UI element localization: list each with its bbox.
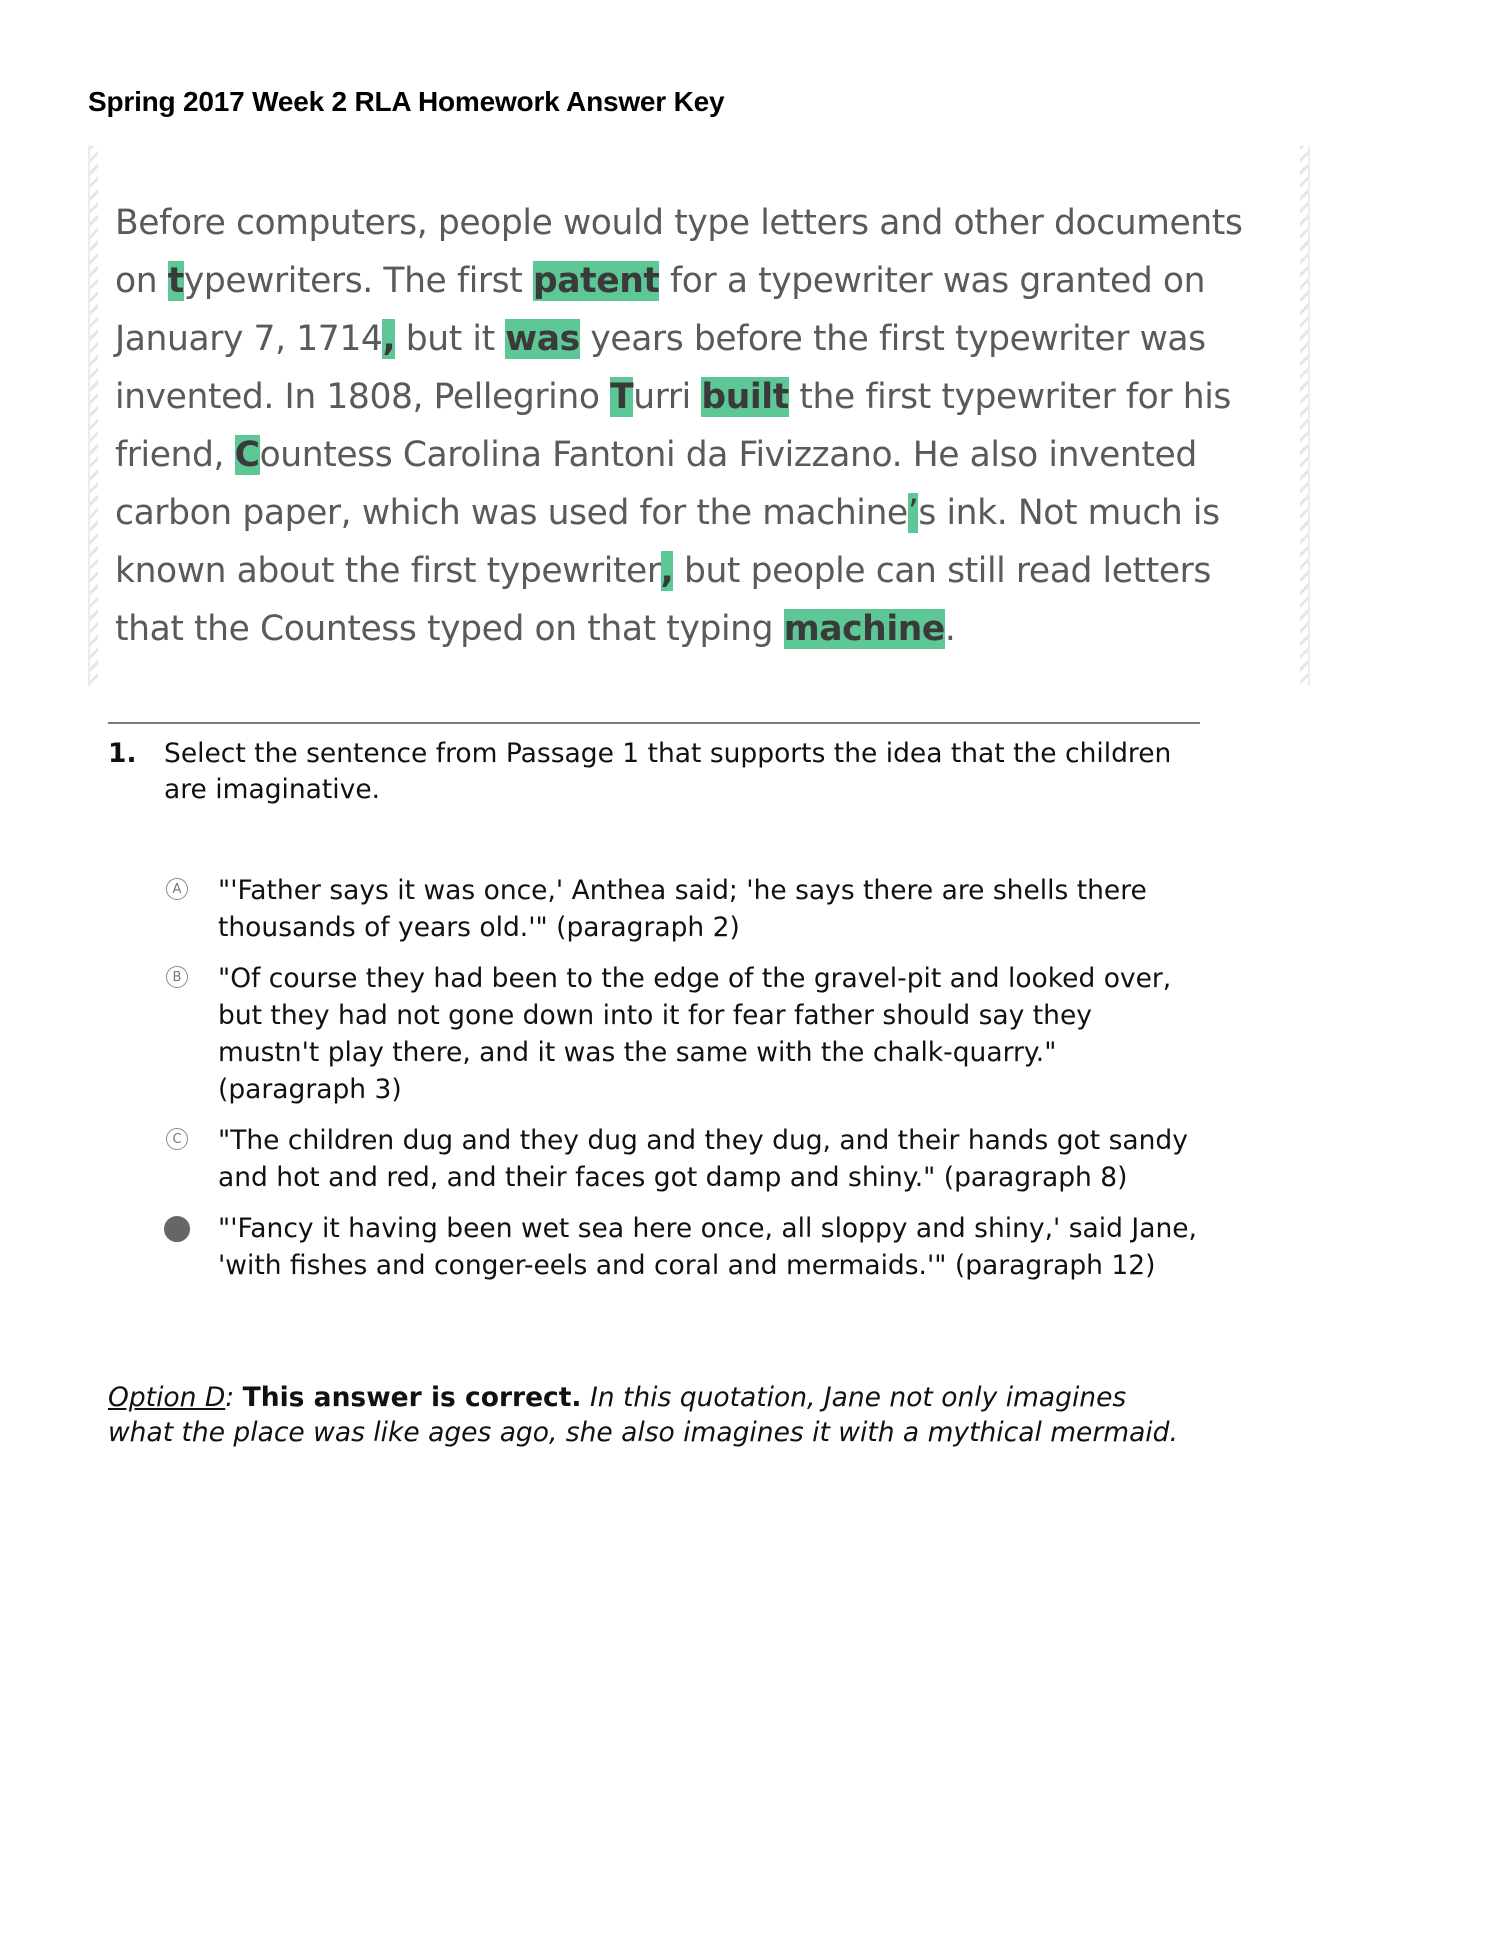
passage-frame [88,146,1310,686]
passage-line [115,600,1295,658]
highlighted-error: , [382,319,396,359]
passage-line [115,368,1295,426]
passage-line [115,310,1295,368]
passage-text [115,194,1295,658]
highlighted-error: was [505,319,580,359]
option-a-radio-icon[interactable]: A [166,878,188,900]
passage-line [115,484,1295,542]
option-a-text: "'Father says it was once,' Anthea said; 'he says there are shells there thousands of years old.'" (paragraph 2) [218,875,1147,943]
passage-segment: on [115,261,168,301]
answer-options [160,872,1200,1298]
passage-segment: the first typewriter for his [788,377,1231,417]
answer-explanation [108,1380,1198,1450]
passage-line [115,252,1295,310]
option-d-selected-radio-icon[interactable] [164,1216,190,1242]
passage-line [115,542,1295,600]
option-d-text: "'Fancy it having been wet sea here once, all sloppy and shiny,' said Jane, 'with fishes and conger-eels and coral and mermaids.'" (paragraph 12) [218,1213,1197,1281]
highlighted-error: C [234,435,260,475]
passage-segment: Before computers, people would type letters and other documents [115,203,1243,243]
highlighted-error: T [610,377,634,417]
question-text: Select the sentence from Passage 1 that supports the idea that the children are imaginative. [164,738,1172,805]
passage-segment: but it [395,319,506,359]
passage-segment: ountess Carolina Fantoni da Fivizzano. He also invented [259,435,1197,475]
frame-edge-left [88,146,98,686]
explanation-colon: : [225,1382,235,1413]
highlighted-error: t [167,261,184,301]
question-prompt [108,736,1198,808]
section-divider [108,722,1200,724]
highlighted-error: , [660,551,674,591]
option-c-text: "The children dug and they dug and they dug, and their hands got sandy and hot and red, and their faces got damp and shiny." (paragraph 8) [218,1125,1188,1193]
passage-segment: . [944,609,956,649]
passage-segment: but people can still read letters [673,551,1211,591]
option-a[interactable] [160,872,1200,946]
option-c[interactable] [160,1122,1200,1196]
passage-segment: known about the first typewriter [115,551,661,591]
explanation-text: In this quotation, Jane not only imagines what the place was like ages ago, she also imagines it with a mythical mermaid. [108,1382,1178,1448]
passage-segment: carbon paper, which was used for the machine [115,493,908,533]
passage-segment: for a typewriter was granted on [659,261,1206,301]
highlighted-error: machine [783,609,945,649]
passage-segment: that the Countess typed on that typing [115,609,784,649]
explanation-verdict: This answer is correct. [242,1382,582,1413]
passage-segment: January 7, 1714 [115,319,383,359]
passage-segment: ypewriters. The first [183,261,533,301]
option-b-radio-icon[interactable]: B [166,966,188,988]
passage-segment: urri [633,377,702,417]
option-c-radio-icon[interactable]: C [166,1128,188,1150]
passage-segment: years before the first typewriter was [579,319,1206,359]
option-b-text: "Of course they had been to the edge of the gravel-pit and looked over, but they had not gone down into it for fear father should say they mustn't play there, and it was the same with the chalk-quarry." (paragraph 3) [218,963,1172,1105]
passage-line [115,426,1295,484]
question-number: 1. [108,738,137,769]
option-d[interactable] [160,1210,1200,1284]
highlighted-error: ’ [907,493,919,533]
passage-segment: friend, [115,435,235,475]
explanation-label: Option D [108,1382,226,1413]
frame-edge-right [1300,146,1310,686]
passage-line [115,194,1295,252]
passage-segment: invented. In 1808, Pellegrino [115,377,611,417]
option-b[interactable] [160,960,1200,1108]
document-title: Spring 2017 Week 2 RLA Homework Answer Key [88,86,725,117]
passage-segment: s ink. Not much is [918,493,1220,533]
highlighted-error: built [701,377,789,417]
highlighted-error: patent [532,261,660,301]
